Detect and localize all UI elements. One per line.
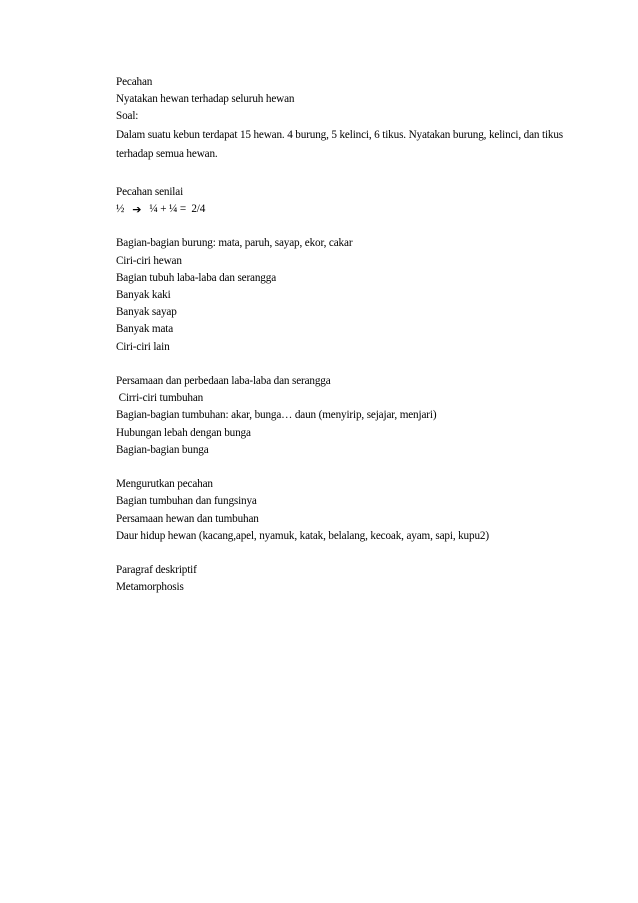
heading-pecahan: Pecahan — [116, 76, 153, 88]
text-line: Ciri-ciri lain — [116, 340, 170, 353]
text-line: Bagian tubuh laba-laba dan serangga — [116, 271, 277, 284]
text-line: Banyak sayap — [116, 306, 177, 319]
equation-right: ¼ + ¼ = 2/4 — [149, 203, 206, 215]
text-line: Mengurutkan pecahan — [116, 478, 213, 491]
equation-line — [116, 201, 576, 218]
text-line: Banyak mata — [116, 323, 174, 336]
text-line: Ciri-ciri hewan — [116, 254, 182, 267]
text-line: Banyak kaki — [116, 289, 171, 301]
blank-line — [116, 167, 576, 184]
text-line: Bagian-bagian bunga — [116, 443, 209, 456]
text-line: Bagian tumbuhan dan fungsinya — [116, 495, 257, 508]
blank-line — [116, 459, 576, 476]
soal-question: Dalam suatu kebun terdapat 15 hewan. 4 burung, 5 kelinci, 6 tikus. Nyatakan burung, kelinci, dan tikus terhadap semua hewan. — [116, 128, 564, 160]
arrow-right-icon: ➔ — [132, 203, 142, 216]
document-page — [116, 74, 576, 597]
text-line: Nyatakan hewan terhadap seluruh hewan — [116, 93, 295, 106]
text-line: Bagian-bagian burung: mata, paruh, sayap, ekor, cakar — [116, 237, 353, 250]
heading-pecahan-senilai: Pecahan senilai — [116, 185, 184, 198]
text-line: Daur hidup hewan (kacang,apel, nyamuk, katak, belalang, kecoak, ayam, sapi, kupu2) — [116, 529, 489, 542]
text-line: Metamorphosis — [116, 581, 184, 594]
text-line: Persamaan hewan dan tumbuhan — [116, 512, 259, 525]
text-line: Persamaan dan perbedaan laba-laba dan serangga — [116, 375, 331, 387]
text-line: Paragraf deskriptif — [116, 564, 197, 577]
blank-line — [116, 356, 576, 373]
blank-line — [116, 545, 576, 562]
text-line: Bagian-bagian tumbuhan: akar, bunga… daun (menyirip, sejajar, menjari) — [116, 409, 437, 422]
text-line: Cirri-ciri tumbuhan — [116, 392, 204, 405]
equation-left: ½ — [116, 203, 125, 215]
soal-label: Soal: — [116, 110, 139, 123]
blank-line — [116, 218, 576, 235]
text-line: Hubungan lebah dengan bunga — [116, 426, 251, 439]
